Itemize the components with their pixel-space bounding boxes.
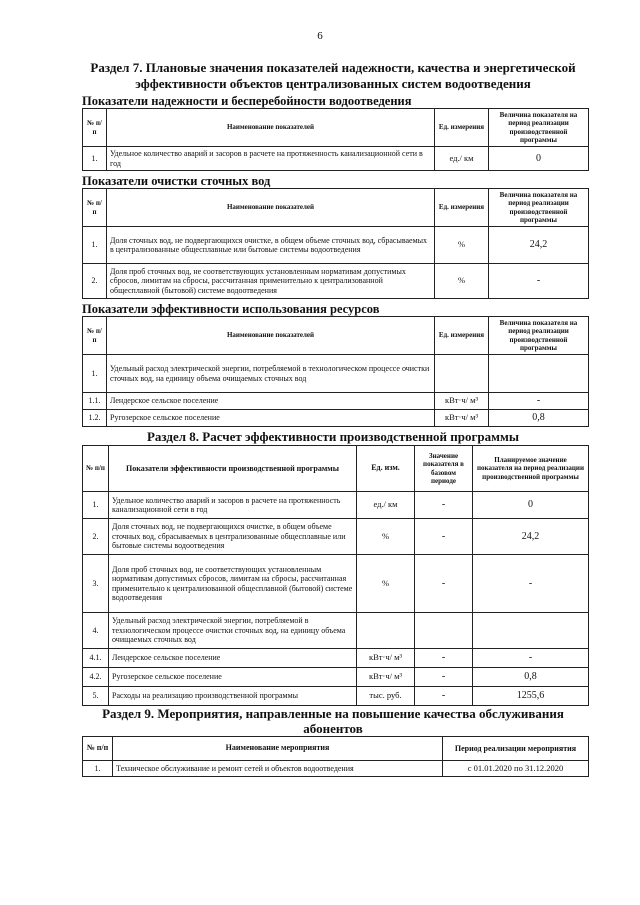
row-unit: ед./ км (357, 492, 415, 519)
header-value: Величина показателя на период реализации производственной программы (489, 189, 589, 227)
header-name: Наименование показателей (107, 109, 435, 147)
table-header-row (83, 737, 589, 761)
row-value: - (489, 264, 589, 299)
efficiency-table (82, 316, 589, 427)
row-plan (473, 613, 589, 649)
row-num: 4.2. (83, 668, 109, 687)
header-unit: Ед. измерения (435, 317, 489, 355)
row-plan: - (473, 649, 589, 668)
row-unit: кВт·ч/ м³ (357, 668, 415, 687)
table-row (83, 393, 589, 410)
row-num: 2. (83, 519, 109, 555)
table-row (83, 519, 589, 555)
table-row (83, 492, 589, 519)
row-unit: % (357, 555, 415, 613)
row-base (415, 613, 473, 649)
row-num: 1. (83, 227, 107, 264)
row-base: - (415, 687, 473, 706)
row-name: Доля проб сточных вод, не соответствующих установленным нормативам допустимых сбросов, лимитам на сбросы, рассчитанная применительно к централизованной общесплавной (бытовой) системе водоотведения (107, 264, 435, 299)
row-name: Удельный расход электрической энергии, потребляемой в технологическом процессе очистки сточных вод, на единицу объема очищаемых сточных вод (107, 355, 435, 393)
row-num: 1. (83, 147, 107, 171)
table-row (83, 555, 589, 613)
row-name: Лендерское сельское поселение (107, 393, 435, 410)
table-row (83, 227, 589, 264)
row-name: Расходы на реализацию производственной программы (109, 687, 357, 706)
section7-title-line1: Раздел 7. Плановые значения показателей надежности, качества и энергетической (90, 60, 576, 75)
reliability-subtitle: Показатели надежности и бесперебойности водоотведения (82, 94, 412, 108)
row-base: - (415, 649, 473, 668)
row-base: - (415, 555, 473, 613)
row-value (489, 355, 589, 393)
header-unit: Ед. измерения (435, 109, 489, 147)
row-value: - (489, 393, 589, 410)
table-row (83, 668, 589, 687)
treatment-subtitle: Показатели очистки сточных вод (82, 174, 271, 188)
section8-table (82, 445, 589, 706)
table-header-row (83, 109, 589, 147)
row-unit: кВт·ч/ м³ (435, 393, 489, 410)
table-row (83, 355, 589, 393)
page-number: 6 (317, 30, 323, 42)
row-name: Удельное количество аварий и засоров в расчете на протяженность канализационной сети в год (107, 147, 435, 171)
row-unit: тыс. руб. (357, 687, 415, 706)
row-base: - (415, 519, 473, 555)
row-value: 24,2 (489, 227, 589, 264)
row-unit: кВт·ч/ м³ (435, 410, 489, 427)
row-unit: % (435, 227, 489, 264)
section7-title-line2: эффективности объектов централизованных систем водоотведения (135, 76, 531, 91)
row-name: Доля сточных вод, не подвергающихся очистке, в общем объеме сточных вод, сбрасываемых в централизованные общесплавные или бытовые системы водоотведения (107, 227, 435, 264)
row-base: - (415, 492, 473, 519)
row-unit: % (435, 264, 489, 299)
header-num: № п/п (83, 446, 109, 492)
row-num: 4.1. (83, 649, 109, 668)
row-name: Техническое обслуживание и ремонт сетей и объектов водоотведения (113, 761, 443, 777)
header-value: Величина показателя на период реализации производственной программы (489, 109, 589, 147)
row-name: Ругозерское сельское поселение (109, 668, 357, 687)
table-row (83, 147, 589, 171)
header-num: № п/п (83, 189, 107, 227)
header-unit: Ед. измерения (435, 189, 489, 227)
header-unit: Ед. изм. (357, 446, 415, 492)
header-base: Значение показателя в базовом периоде (415, 446, 473, 492)
efficiency-subtitle: Показатели эффективности использования ресурсов (82, 302, 380, 316)
header-name: Наименование показателей (107, 189, 435, 227)
header-name: Наименование мероприятия (113, 737, 443, 761)
section9-table (82, 736, 589, 777)
row-unit (435, 355, 489, 393)
table-row (83, 761, 589, 777)
row-unit (357, 613, 415, 649)
row-num: 1.2. (83, 410, 107, 427)
section9-title-line1: Раздел 9. Мероприятия, направленные на повышение качества обслуживания (102, 706, 564, 721)
header-period: Период реализации мероприятия (443, 737, 589, 761)
table-row (83, 687, 589, 706)
table-row (83, 649, 589, 668)
section8-title: Раздел 8. Расчет эффективности производственной программы (146, 429, 520, 444)
row-plan: 0,8 (473, 668, 589, 687)
table-header-row (83, 317, 589, 355)
row-value: 0,8 (489, 410, 589, 427)
row-num: 1.1. (83, 393, 107, 410)
treatment-table (82, 188, 589, 299)
row-name: Лендерское сельское поселение (109, 649, 357, 668)
table-header-row (83, 446, 589, 492)
header-num: № п/п (83, 737, 113, 761)
table-row (83, 613, 589, 649)
row-name: Удельный расход электрической энергии, потребляемой в технологическом процессе очистки сточных вод, на единицу объема очищаемых сточных вод (109, 613, 357, 649)
row-plan: 0 (473, 492, 589, 519)
header-plan: Планируемое значение показателя на период реализации производственной программы (473, 446, 589, 492)
header-value: Величина показателя на период реализации производственной программы (489, 317, 589, 355)
row-unit: ед./ км (435, 147, 489, 171)
row-unit: % (357, 519, 415, 555)
row-name: Ругозерское сельское поселение (107, 410, 435, 427)
header-name: Наименование показателей (107, 317, 435, 355)
row-name: Удельное количество аварий и засоров в расчете на протяженность канализационной сети в год (109, 492, 357, 519)
table-header-row (83, 189, 589, 227)
header-num: № п/п (83, 109, 107, 147)
header-name: Показатели эффективности производственной программы (109, 446, 357, 492)
row-name: Доля проб сточных вод, не соответствующих установленным нормативам допустимых сбросов, лимитам на сбросы, рассчитанная применительно к централизованной общесплавной (бытовой) системе водоотведения (109, 555, 357, 613)
row-name: Доля сточных вод, не подвергающихся очистке, в общем объеме сточных вод, сбрасываемых в централизованные общесплавные или бытовые системы водоотведения (109, 519, 357, 555)
row-num: 4. (83, 613, 109, 649)
row-base: - (415, 668, 473, 687)
row-num: 1. (83, 761, 113, 777)
row-plan: - (473, 555, 589, 613)
row-num: 3. (83, 555, 109, 613)
row-plan: 1255,6 (473, 687, 589, 706)
row-plan: 24,2 (473, 519, 589, 555)
row-num: 1. (83, 355, 107, 393)
reliability-table (82, 108, 589, 171)
row-num: 1. (83, 492, 109, 519)
row-num: 5. (83, 687, 109, 706)
table-row (83, 264, 589, 299)
section9-title-line2: абонентов (303, 721, 363, 736)
row-value: 0 (489, 147, 589, 171)
row-period: с 01.01.2020 по 31.12.2020 (443, 761, 589, 777)
row-num: 2. (83, 264, 107, 299)
header-num: № п/п (83, 317, 107, 355)
table-row (83, 410, 589, 427)
row-unit: кВт·ч/ м³ (357, 649, 415, 668)
